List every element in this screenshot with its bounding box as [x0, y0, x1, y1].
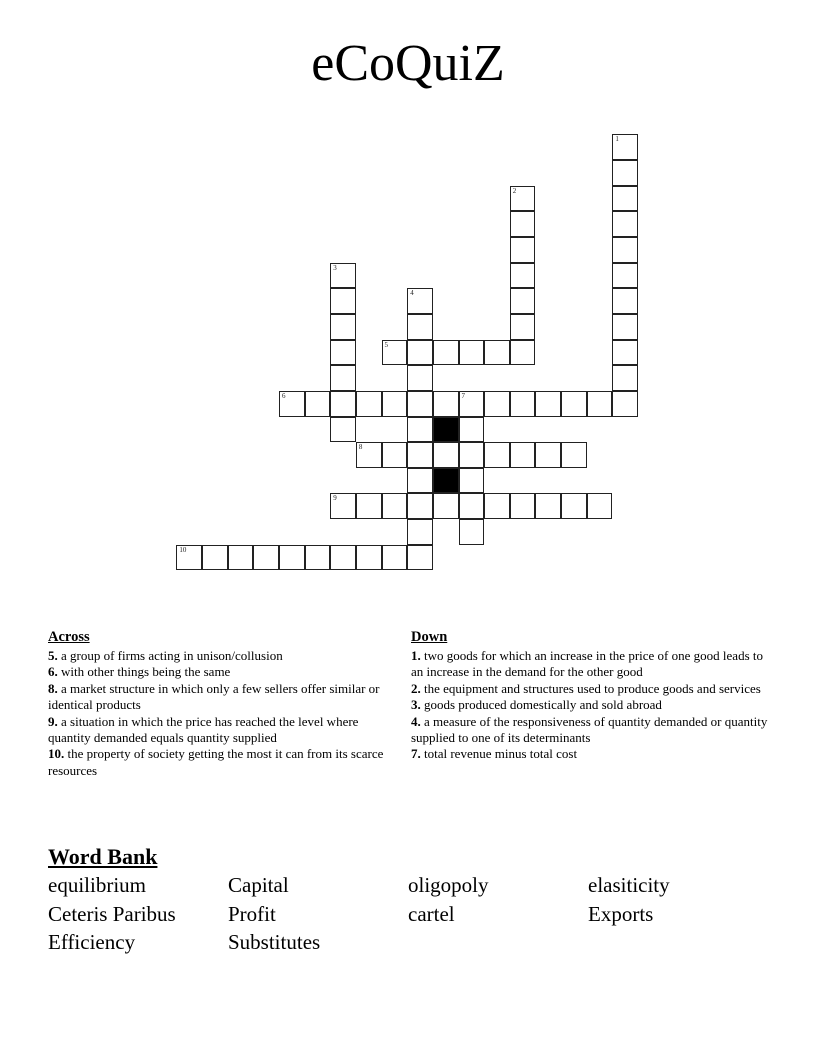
- grid-cell[interactable]: [330, 340, 356, 366]
- grid-cell[interactable]: [510, 263, 536, 289]
- word-bank-item: Exports: [588, 901, 654, 926]
- word-bank: [48, 843, 768, 957]
- grid-cell[interactable]: [535, 493, 561, 519]
- grid-cell[interactable]: [484, 340, 510, 366]
- black-cell: [433, 468, 459, 494]
- clue-number: 8.: [48, 680, 58, 696]
- clue-number: 3.: [411, 697, 421, 713]
- clue-number: 7.: [411, 746, 421, 762]
- word-bank-item: cartel: [408, 901, 455, 926]
- clue-number: 2.: [411, 680, 421, 696]
- grid-cell[interactable]: [407, 391, 433, 417]
- grid-cell[interactable]: [612, 186, 638, 212]
- grid-cell[interactable]: [407, 365, 433, 391]
- clue-text: a group of firms acting in unison/collusion: [57, 648, 283, 663]
- grid-cell[interactable]: [459, 340, 485, 366]
- clue-across-10: [48, 746, 398, 779]
- grid-cell[interactable]: [510, 391, 536, 417]
- grid-cell[interactable]: [330, 288, 356, 314]
- grid-cell[interactable]: [407, 442, 433, 468]
- clue-number-label: 8: [358, 443, 363, 452]
- grid-cell[interactable]: [356, 391, 382, 417]
- grid-cell[interactable]: [407, 468, 433, 494]
- black-cell: [433, 417, 459, 443]
- word-bank-item: oligopoly: [408, 873, 489, 897]
- grid-cell[interactable]: [484, 493, 510, 519]
- grid-cell[interactable]: [202, 545, 228, 571]
- clue-down-1: [411, 648, 771, 681]
- clue-text: goods produced domestically and sold abroad: [420, 697, 662, 713]
- clue-number: 1.: [411, 648, 421, 663]
- clue-number-label: 9: [333, 494, 337, 503]
- clue-number-label: 4: [410, 289, 414, 298]
- grid-cell[interactable]: [330, 417, 356, 443]
- clue-number: 9.: [48, 713, 58, 729]
- grid-cell[interactable]: [253, 545, 279, 571]
- word-bank-item: Substitutes: [228, 930, 321, 954]
- word-bank-list: [48, 871, 768, 957]
- grid-cell[interactable]: [176, 545, 202, 571]
- grid-cell[interactable]: [433, 340, 459, 366]
- clue-number: 10.: [48, 746, 65, 762]
- grid-cell[interactable]: [382, 493, 408, 519]
- grid-cell[interactable]: [407, 314, 433, 340]
- grid-cell[interactable]: [407, 288, 433, 314]
- grid-cell[interactable]: [330, 391, 356, 417]
- grid-cell[interactable]: [612, 134, 638, 160]
- grid-cell[interactable]: [510, 186, 536, 212]
- clue-number-label: 5: [384, 340, 389, 349]
- word-bank-item: Profit: [228, 901, 276, 926]
- across-heading: Across: [48, 629, 90, 645]
- grid-cell[interactable]: [510, 211, 536, 237]
- grid-cell[interactable]: [382, 340, 408, 366]
- clue-number-label: 7: [461, 391, 465, 400]
- grid-cell[interactable]: [356, 545, 382, 571]
- clue-down-7: [411, 746, 771, 762]
- grid-cell[interactable]: [305, 391, 331, 417]
- clue-text: a situation in which the price has reached the level where quantity demanded equals quantity supplied: [48, 713, 359, 746]
- grid-cell[interactable]: [587, 391, 613, 417]
- grid-cell[interactable]: [510, 493, 536, 519]
- grid-cell[interactable]: [459, 391, 485, 417]
- clue-across-9: [48, 714, 398, 747]
- clue-number: 4.: [411, 713, 421, 729]
- grid-cell[interactable]: [433, 442, 459, 468]
- grid-cell[interactable]: [510, 288, 536, 314]
- across-clues: [48, 628, 398, 779]
- clue-down-3: [411, 697, 771, 713]
- grid-cell[interactable]: [561, 442, 587, 468]
- grid-cell[interactable]: [484, 442, 510, 468]
- clue-text: the property of society getting the most it can from its scarce resources: [48, 746, 384, 778]
- grid-cell[interactable]: [407, 493, 433, 519]
- clue-number: 6.: [48, 664, 58, 680]
- grid-cell[interactable]: [459, 442, 485, 468]
- clue-down-4: [411, 714, 771, 747]
- grid-cell[interactable]: [433, 391, 459, 417]
- clue-across-8: [48, 681, 398, 714]
- grid-cell[interactable]: [330, 365, 356, 391]
- grid-cell[interactable]: [612, 211, 638, 237]
- grid-cell[interactable]: [330, 314, 356, 340]
- grid-cell[interactable]: [228, 545, 254, 571]
- grid-cell[interactable]: [612, 263, 638, 289]
- grid-cell[interactable]: [330, 545, 356, 571]
- grid-cell[interactable]: [510, 340, 536, 366]
- grid-cell[interactable]: [407, 519, 433, 545]
- grid-cell[interactable]: [510, 237, 536, 263]
- grid-cell[interactable]: [535, 442, 561, 468]
- word-bank-item: Ceteris Paribus: [48, 901, 176, 926]
- grid-cell[interactable]: [612, 391, 638, 417]
- grid-cell[interactable]: [407, 545, 433, 571]
- grid-cell[interactable]: [356, 493, 382, 519]
- grid-cell[interactable]: [433, 493, 459, 519]
- clue-text: with other things being the same: [57, 664, 231, 680]
- word-bank-item: elasiticity: [588, 873, 670, 897]
- clue-text: the equipment and structures used to produce goods and services: [420, 680, 761, 696]
- grid-cell[interactable]: [459, 417, 485, 443]
- clue-number-label: 10: [179, 545, 187, 554]
- down-heading: Down: [411, 629, 448, 645]
- down-clues: [411, 628, 771, 763]
- word-bank-item: equilibrium: [48, 873, 146, 897]
- clue-number-label: 3: [333, 263, 337, 272]
- grid-cell[interactable]: [612, 365, 638, 391]
- grid-cell[interactable]: [305, 545, 331, 571]
- clue-text: a measure of the responsiveness of quantity demanded or quantity supplied to one of its determinants: [411, 713, 768, 746]
- grid-cell[interactable]: [561, 391, 587, 417]
- grid-cell[interactable]: [330, 263, 356, 289]
- grid-cell[interactable]: [279, 545, 305, 571]
- grid-cell[interactable]: [330, 493, 356, 519]
- grid-cell[interactable]: [407, 417, 433, 443]
- clue-across-5: [48, 648, 398, 664]
- clue-down-2: [411, 681, 771, 697]
- grid-cell[interactable]: [612, 237, 638, 263]
- grid-cell[interactable]: [459, 468, 485, 494]
- clue-number-label: 2: [512, 186, 517, 195]
- grid-cell[interactable]: [382, 545, 408, 571]
- grid-cell[interactable]: [612, 160, 638, 186]
- grid-cell[interactable]: [279, 391, 305, 417]
- clue-number: 5.: [48, 648, 58, 663]
- clue-text: total revenue minus total cost: [420, 746, 578, 762]
- grid-cell[interactable]: [382, 391, 408, 417]
- grid-cell[interactable]: [484, 391, 510, 417]
- word-bank-item: Efficiency: [48, 930, 136, 954]
- grid-cell[interactable]: [587, 493, 613, 519]
- word-bank-heading: Word Bank: [48, 844, 158, 869]
- grid-cell[interactable]: [535, 391, 561, 417]
- clue-number-label: 6: [281, 391, 286, 400]
- clue-text: two goods for which an increase in the price of one good leads to an increase in the demand for the other good: [411, 648, 763, 680]
- grid-cell[interactable]: [407, 340, 433, 366]
- clue-number-label: 1: [615, 135, 619, 144]
- grid-cell[interactable]: [510, 314, 536, 340]
- word-bank-item: Capital: [228, 873, 289, 897]
- page-title: eCoQuiZ: [311, 35, 505, 92]
- grid-cell[interactable]: [561, 493, 587, 519]
- crossword-grid: [177, 135, 639, 575]
- grid-cell[interactable]: [612, 288, 638, 314]
- clue-across-6: [48, 664, 398, 680]
- grid-cell[interactable]: [459, 493, 485, 519]
- grid-cell[interactable]: [510, 442, 536, 468]
- grid-cell[interactable]: [382, 442, 408, 468]
- grid-cell[interactable]: [459, 519, 485, 545]
- clue-text: a market structure in which only a few sellers offer similar or identical products: [48, 680, 380, 713]
- grid-cell[interactable]: [612, 340, 638, 366]
- grid-cell[interactable]: [612, 314, 638, 340]
- grid-cell[interactable]: [356, 442, 382, 468]
